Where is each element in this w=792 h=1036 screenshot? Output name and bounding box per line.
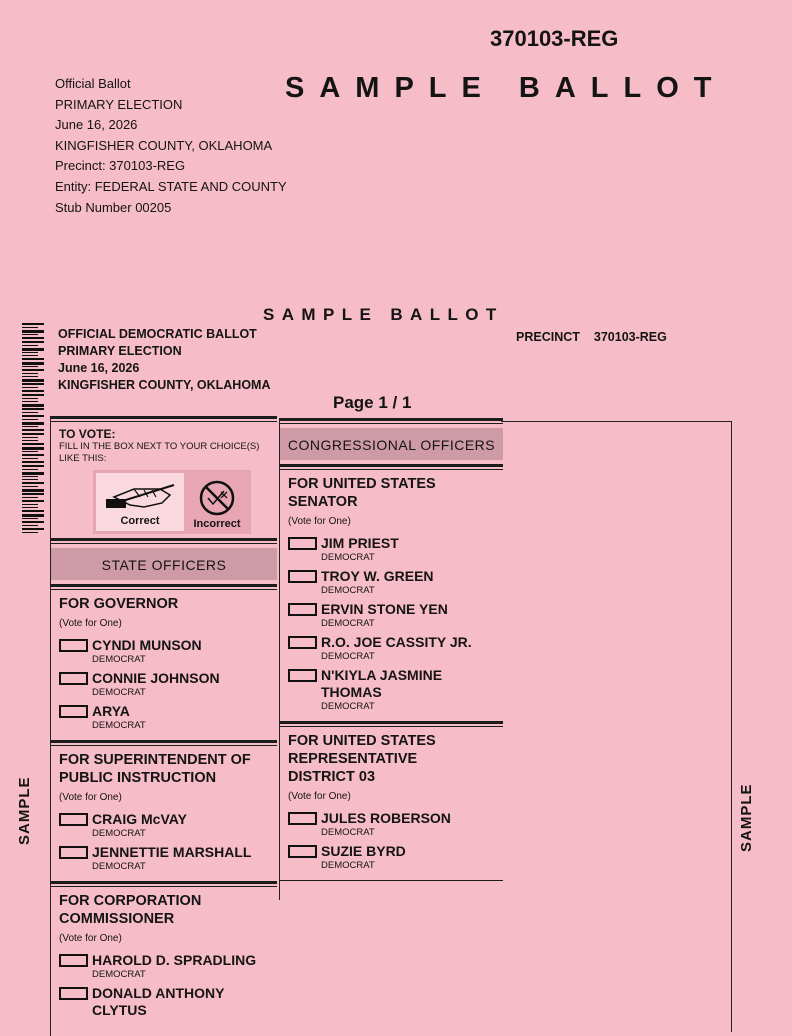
barcode-stripe [22,352,38,353]
vote-for-text: (Vote for One) [59,933,122,944]
candidate-party: DEMOCRAT [321,585,375,596]
ballot-info [55,74,287,218]
barcode-stripe [22,497,38,498]
precinct-value: 370103-REG [593,330,667,344]
vote-box[interactable] [288,570,317,583]
barcode-stripe [22,482,44,484]
barcode-stripe [22,451,38,452]
race-us-representative [280,727,503,880]
candidate-party: DEMOCRAT [321,651,375,662]
voting-instructions [51,422,277,538]
race-title: FOR UNITED STATES SENATOR [288,476,436,510]
ballot-header [58,326,271,394]
info-line: Official Ballot [55,76,131,91]
candidate-name: CONNIE JOHNSON [92,670,220,686]
barcode-stripe [22,447,44,450]
barcode-stripe [22,518,38,519]
candidate-option[interactable] [59,985,277,1019]
barcode-stripe [22,419,38,420]
barcode-stripe [22,486,38,487]
candidate-option[interactable] [59,844,277,872]
header-line: KINGFISHER COUNTY, OKLAHOMA [58,378,271,392]
barcode-stripe [22,507,38,508]
barcode-stripe [22,532,38,533]
barcode-stripe [22,404,44,407]
barcode-stripe [22,376,38,377]
vote-for-text: (Vote for One) [59,618,122,629]
info-line: PRIMARY ELECTION [55,96,183,112]
barcode-stripe [22,383,44,385]
barcode-stripe [22,373,38,374]
section-state-officers: STATE OFFICERS [51,548,277,580]
vote-box[interactable] [59,954,88,967]
barcode-stripe [22,510,44,512]
candidate-party: DEMOCRAT [321,827,375,838]
barcode-stripe [22,401,38,402]
candidate-party: DEMOCRAT [321,552,375,563]
vote-box[interactable] [288,812,317,825]
candidate-name: TROY W. GREEN [321,568,434,584]
section-congressional-officers: CONGRESSIONAL OFFICERS [280,428,503,460]
barcode-stripe [22,476,38,477]
barcode-stripe [22,422,44,425]
candidate-name: DONALD ANTHONY CLYTUS [92,985,225,1018]
instructions-text: FILL IN THE BOX NEXT TO YOUR CHOICE(S) LIKE THIS: [59,441,260,464]
candidate-option[interactable] [288,634,503,662]
candidate-name: JULES ROBERSON [321,810,451,826]
prohibited-check-icon [197,478,237,518]
candidate-party: DEMOCRAT [321,860,375,871]
barcode-stripe [22,440,38,441]
candidate-option[interactable] [59,811,277,839]
barcode-stripe [22,327,38,328]
barcode-stripe [22,437,38,438]
race-title: FOR SUPERINTENDENT OF PUBLIC INSTRUCTION [59,752,251,786]
candidate-party: DEMOCRAT [321,701,375,712]
incorrect-example [184,470,250,534]
barcode-stripe [22,525,38,526]
barcode-stripe [22,458,38,459]
barcode-stripe [22,469,38,470]
barcode-stripe [22,521,44,523]
info-line: Precinct: 370103-REG [55,158,186,174]
candidate-option[interactable] [59,703,277,731]
barcode-stripe [22,394,44,396]
barcode-stripe [22,454,44,456]
vote-box[interactable] [288,845,317,858]
barcode-stripe [22,479,38,480]
race-superintendent [51,746,277,881]
barcode-icon [22,323,44,567]
header-line: PRIMARY ELECTION [58,344,182,358]
barcode-stripe [22,504,38,505]
incorrect-label: Incorrect [193,518,241,530]
vote-box[interactable] [288,636,317,649]
barcode-stripe [22,408,44,410]
candidate-option[interactable] [59,952,277,980]
correct-label: Correct [120,515,160,527]
candidate-name: ARYA [92,703,130,719]
candidate-option[interactable] [59,637,277,665]
race-governor [51,590,277,740]
candidate-name: CYNDI MUNSON [92,637,202,653]
barcode-stripe [22,362,44,365]
barcode-stripe [22,461,44,463]
marking-examples [93,470,251,534]
header-line: June 16, 2026 [58,361,140,375]
barcode-stripe [22,489,44,492]
vote-box[interactable] [288,537,317,550]
race-title: FOR UNITED STATES REPRESENTATIVE DISTRICT 03 [288,733,436,785]
vote-box[interactable] [288,669,317,682]
info-line: Entity: FEDERAL STATE AND COUNTY [55,178,287,194]
candidate-option[interactable] [59,670,277,698]
candidate-name: JENNETTIE MARSHALL [92,844,252,860]
barcode-stripe [22,366,38,367]
pen-filling-box-icon [104,483,176,515]
barcode-stripe [22,348,44,351]
precinct-id [516,330,667,344]
barcode-stripe [22,465,44,467]
info-line: KINGFISHER COUNTY, OKLAHOMA [55,137,273,153]
barcode-stripe [22,433,44,435]
vote-box[interactable] [59,705,88,718]
barcode-stripe [22,415,44,417]
barcode-stripe [22,412,38,413]
race-title: FOR GOVERNOR [59,596,179,612]
race-corporation-commissioner [51,887,277,1028]
info-line: Stub Number 00205 [55,199,172,215]
side-sample-label-left: SAMPLE [16,776,33,845]
candidate-option[interactable] [288,601,503,629]
candidate-option[interactable] [288,810,503,838]
candidate-party: DEMOCRAT [92,720,146,731]
correct-example [96,473,184,531]
candidate-party: DEMOCRAT [92,828,146,839]
barcode-stripe [22,355,38,356]
candidate-option[interactable] [288,535,503,563]
vote-box[interactable] [288,603,317,616]
candidate-party: DEMOCRAT [92,654,146,665]
candidate-name: R.O. JOE CASSITY JR. [321,634,472,650]
barcode-stripe [22,500,44,502]
candidate-option[interactable] [288,568,503,596]
barcode-stripe [22,345,38,346]
vote-box[interactable] [59,987,88,1000]
barcode-stripe [22,528,44,530]
barcode-stripe [22,334,38,335]
barcode-stripe [22,379,44,382]
candidate-name: SUZIE BYRD [321,843,406,859]
info-line: June 16, 2026 [55,117,138,133]
candidate-name: HAROLD D. SPRADLING [92,952,257,968]
ballot-subtitle: SAMPLE BALLOT [263,305,504,324]
barcode-stripe [22,426,38,427]
candidate-party: DEMOCRAT [92,861,146,872]
sample-ballot-title: SAMPLE BALLOT [285,72,727,104]
candidate-name: JIM PRIEST [321,535,399,551]
barcode-stripe [22,429,44,431]
barcode-stripe [22,369,44,371]
candidate-name: N'KIYLA JASMINE THOMAS [321,667,443,700]
vote-box[interactable] [59,639,88,652]
ballot-column-1 [50,416,277,1036]
precinct-label: PRECINCT [516,330,580,344]
barcode-stripe [22,358,44,360]
vote-box[interactable] [59,813,88,826]
instructions-title: TO VOTE: [59,427,116,441]
barcode-stripe [22,341,44,343]
header-line: OFFICIAL DEMOCRATIC BALLOT [58,327,257,341]
barcode-stripe [22,323,44,325]
page-number: Page 1 / 1 [333,393,412,412]
vote-for-text: (Vote for One) [288,791,351,802]
candidate-party: DEMOCRAT [92,687,146,698]
barcode-stripe [22,443,44,445]
candidate-name: CRAIG McVAY [92,811,187,827]
barcode-stripe [22,390,44,392]
vote-for-text: (Vote for One) [288,516,351,527]
candidate-name: ERVIN STONE YEN [321,601,448,617]
candidate-party: DEMOCRAT [321,618,375,629]
race-us-senator [280,470,503,721]
side-sample-label-right: SAMPLE [738,783,755,852]
candidate-option[interactable] [288,843,503,871]
barcode-stripe [22,472,44,475]
vote-for-text: (Vote for One) [59,792,122,803]
vote-box[interactable] [59,846,88,859]
candidate-option[interactable] [288,667,503,712]
ballot-column-2 [279,418,503,900]
vote-box[interactable] [59,672,88,685]
race-title: FOR CORPORATION COMMISSIONER [59,893,202,927]
barcode-stripe [22,387,38,388]
barcode-stripe [22,398,38,399]
ballot-frame [501,421,732,1032]
candidate-party: DEMOCRAT [92,969,146,980]
barcode-stripe [22,514,44,517]
ballot-code: 370103-REG [490,26,619,51]
barcode-stripe [22,337,44,339]
barcode-stripe [22,330,44,333]
barcode-stripe [22,493,44,495]
